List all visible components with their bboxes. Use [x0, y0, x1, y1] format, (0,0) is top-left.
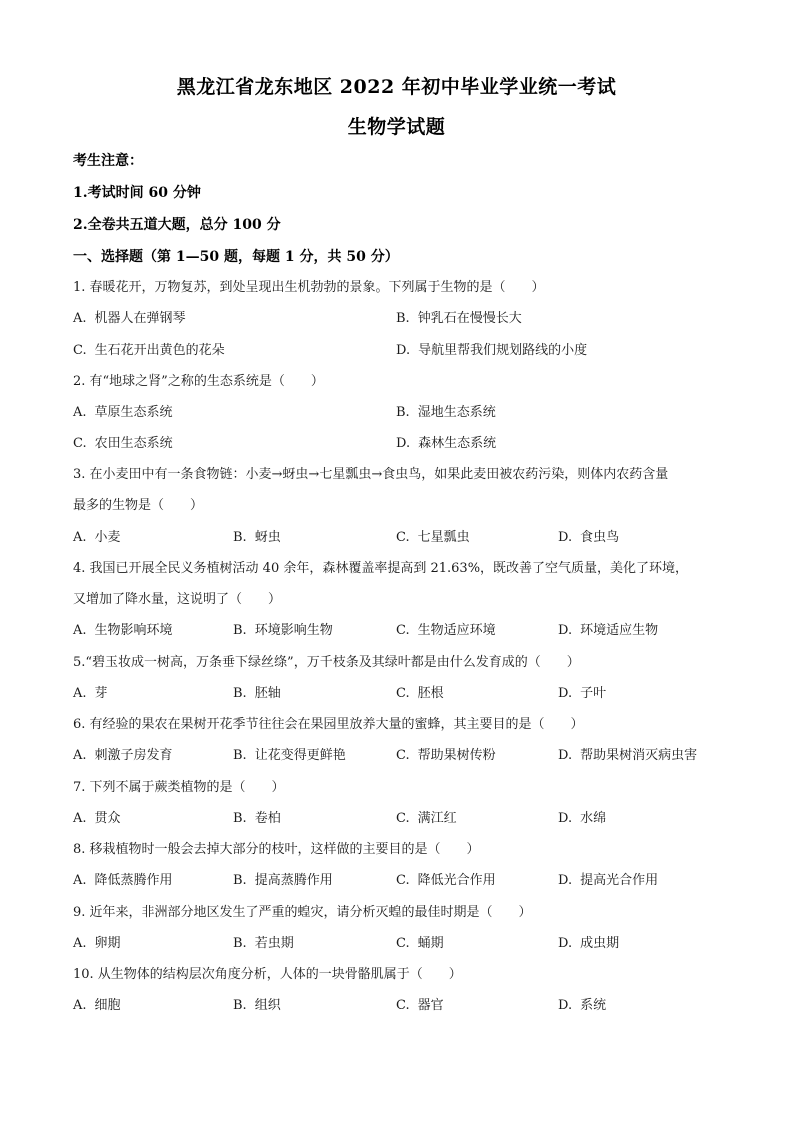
question-10-option-a — [73, 994, 121, 1013]
option-letter: A. — [73, 405, 87, 420]
option-text: 降低蒸腾作用 — [94, 873, 173, 888]
option-text: 食虫鸟 — [580, 530, 620, 545]
option-text: 提高蒸腾作用 — [254, 873, 333, 888]
option-text: 卷柏 — [254, 811, 281, 826]
option-letter: B. — [233, 748, 247, 763]
question-2-option-d — [396, 432, 496, 451]
option-letter: B. — [233, 873, 247, 888]
question-9-option-a — [73, 932, 121, 951]
option-letter: D. — [396, 343, 411, 358]
question-8-option-a — [73, 869, 173, 888]
option-letter: D. — [396, 436, 411, 451]
question-4-stem-line-2: 又增加了降水量，这说明了（ ） — [73, 592, 282, 607]
question-7-stem: 7. 下列不属于蕨类植物的是（ ） — [73, 780, 285, 795]
question-1-option-b — [396, 307, 522, 326]
option-text: 水绵 — [580, 811, 607, 826]
option-letter: C. — [73, 436, 87, 451]
option-letter: C. — [396, 748, 410, 763]
option-letter: C. — [396, 998, 410, 1013]
question-8-option-c — [396, 869, 496, 888]
option-letter: D. — [558, 873, 573, 888]
option-text: 森林生态系统 — [418, 436, 497, 451]
option-letter: A. — [73, 936, 87, 951]
option-text: 器官 — [417, 998, 444, 1013]
question-9-option-c — [396, 932, 444, 951]
notice-item-score: 2.全卷共五道大题，总分 100 分 — [73, 217, 281, 233]
option-text: 刺激子房发育 — [94, 748, 173, 763]
question-9-option-d — [558, 932, 619, 951]
option-text: 组织 — [254, 998, 281, 1013]
exam-title: 黑龙江省龙东地区 2022 年初中毕业学业统一考试 — [176, 76, 617, 98]
exam-subject-title: 生物学试题 — [347, 116, 446, 138]
option-letter: C. — [396, 936, 410, 951]
question-3-stem-line-2: 最多的生物是（ ） — [73, 498, 204, 513]
option-text: 蚜虫 — [254, 530, 281, 545]
question-6-option-d — [558, 744, 697, 763]
question-4-stem-line-1: 4. 我国已开展全民义务植树活动 40 余年，森林覆盖率提高到 21.63%，既改善了空气质量，美化了环境， — [73, 561, 689, 576]
option-text: 草原生态系统 — [94, 405, 173, 420]
option-letter: A. — [73, 530, 87, 545]
question-10-option-b — [233, 994, 281, 1013]
option-letter: B. — [233, 623, 247, 638]
option-text: 成虫期 — [580, 936, 620, 951]
question-10-stem: 10. 从生物体的结构层次角度分析，人体的一块骨骼肌属于（ ） — [73, 967, 462, 982]
notice-heading: 考生注意： — [73, 153, 143, 169]
option-letter: C. — [396, 623, 410, 638]
option-text: 系统 — [580, 998, 607, 1013]
option-text: 机器人在弹钢琴 — [94, 311, 186, 326]
option-letter: A. — [73, 686, 87, 701]
question-2-option-c — [73, 432, 173, 451]
question-3-option-b — [233, 526, 281, 545]
question-4-option-a — [73, 619, 173, 638]
option-letter: C. — [396, 873, 410, 888]
option-letter: A. — [73, 873, 87, 888]
option-letter: B. — [396, 405, 410, 420]
option-text: 七星瓢虫 — [417, 530, 470, 545]
option-text: 帮助果树消灭病虫害 — [580, 748, 698, 763]
option-text: 胚轴 — [254, 686, 281, 701]
question-7-option-c — [396, 807, 457, 826]
option-text: 让花变得更鲜艳 — [254, 748, 346, 763]
option-text: 环境适应生物 — [580, 623, 659, 638]
option-text: 卵期 — [94, 936, 121, 951]
option-text: 若虫期 — [254, 936, 294, 951]
option-letter: B. — [233, 686, 247, 701]
option-text: 贯众 — [94, 811, 121, 826]
question-1-option-c — [73, 339, 225, 358]
question-3-stem-line-1: 3. 在小麦田中有一条食物链：小麦→蚜虫→七星瓢虫→食虫鸟，如果此麦田被农药污染，则体内农药含量 — [73, 467, 669, 482]
option-letter: B. — [233, 811, 247, 826]
notice-item-time: 1.考试时间 60 分钟 — [73, 185, 201, 201]
question-7-option-a — [73, 807, 121, 826]
option-letter: C. — [396, 530, 410, 545]
question-2-stem: 2. 有“地球之肾”之称的生态系统是（ ） — [73, 374, 324, 389]
option-text: 湿地生态系统 — [417, 405, 496, 420]
option-letter: D. — [558, 748, 573, 763]
question-6-option-a — [73, 744, 173, 763]
question-6-stem: 6. 有经验的果农在果树开花季节往往会在果园里放养大量的蜜蜂，其主要目的是（ ） — [73, 717, 584, 732]
option-letter: D. — [558, 811, 573, 826]
option-letter: B. — [396, 311, 410, 326]
option-text: 农田生态系统 — [94, 436, 173, 451]
option-letter: A. — [73, 311, 87, 326]
question-7-option-d — [558, 807, 606, 826]
option-text: 小麦 — [94, 530, 121, 545]
question-3-option-c — [396, 526, 470, 545]
section-heading: 一、选择题（第 1—50 题，每题 1 分，共 50 分） — [73, 249, 399, 265]
question-8-option-d — [558, 869, 658, 888]
question-1-stem: 1. 春暖花开，万物复苏，到处呈现出生机勃勃的景象。下列属于生物的是（ ） — [73, 280, 545, 295]
question-7-option-b — [233, 807, 281, 826]
option-text: 钟乳石在慢慢长大 — [417, 311, 522, 326]
question-6-option-b — [233, 744, 346, 763]
question-1-option-a — [73, 307, 186, 326]
option-letter: A. — [73, 623, 87, 638]
question-10-option-d — [558, 994, 606, 1013]
question-8-stem: 8. 移栽植物时一般会去掉大部分的枝叶，这样做的主要目的是（ ） — [73, 842, 480, 857]
option-text: 提高光合作用 — [580, 873, 659, 888]
question-9-stem: 9. 近年来，非洲部分地区发生了严重的蝗灾，请分析灭蝗的最佳时期是（ ） — [73, 905, 532, 920]
question-4-option-b — [233, 619, 333, 638]
question-6-option-c — [396, 744, 496, 763]
option-letter: C. — [396, 686, 410, 701]
option-letter: A. — [73, 748, 87, 763]
question-4-option-c — [396, 619, 496, 638]
option-text: 芽 — [94, 686, 108, 701]
question-5-stem: 5.“碧玉妆成一树高，万条垂下绿丝绦”，万千枝条及其绿叶都是由什么发育成的（ ） — [73, 655, 580, 670]
option-text: 蛹期 — [417, 936, 444, 951]
question-3-option-d — [558, 526, 619, 545]
option-letter: D. — [558, 998, 573, 1013]
option-letter: D. — [558, 530, 573, 545]
option-letter: B. — [233, 998, 247, 1013]
option-letter: C. — [73, 343, 87, 358]
question-3-option-a — [73, 526, 121, 545]
question-9-option-b — [233, 932, 294, 951]
question-5-option-d — [558, 682, 606, 701]
option-text: 生石花开出黄色的花朵 — [94, 343, 225, 358]
question-5-option-b — [233, 682, 281, 701]
option-letter: D. — [558, 686, 573, 701]
option-letter: A. — [73, 998, 87, 1013]
option-text: 生物适应环境 — [417, 623, 496, 638]
question-5-option-c — [396, 682, 444, 701]
question-4-option-d — [558, 619, 658, 638]
option-text: 子叶 — [580, 686, 607, 701]
question-10-option-c — [396, 994, 444, 1013]
option-text: 环境影响生物 — [254, 623, 333, 638]
option-text: 帮助果树传粉 — [417, 748, 496, 763]
option-letter: C. — [396, 811, 410, 826]
option-text: 满江红 — [417, 811, 457, 826]
option-letter: B. — [233, 936, 247, 951]
question-2-option-a — [73, 401, 173, 420]
option-letter: D. — [558, 936, 573, 951]
question-2-option-b — [396, 401, 496, 420]
option-text: 胚根 — [417, 686, 444, 701]
option-letter: D. — [558, 623, 573, 638]
option-text: 降低光合作用 — [417, 873, 496, 888]
question-5-option-a — [73, 682, 108, 701]
option-text: 生物影响环境 — [94, 623, 173, 638]
question-1-option-d — [396, 339, 587, 358]
option-letter: A. — [73, 811, 87, 826]
option-text: 细胞 — [94, 998, 121, 1013]
option-text: 导航里帮我们规划路线的小度 — [418, 343, 588, 358]
option-letter: B. — [233, 530, 247, 545]
question-8-option-b — [233, 869, 333, 888]
